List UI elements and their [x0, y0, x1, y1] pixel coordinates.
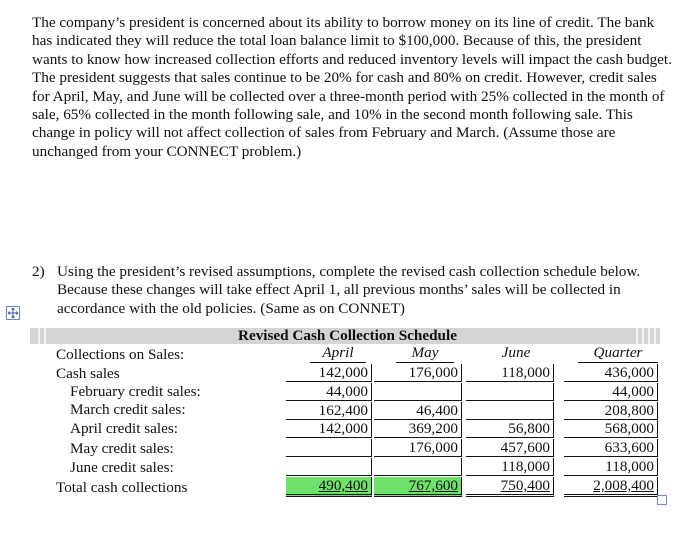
cell-april-february[interactable]: 44,000 — [286, 383, 372, 401]
cell-may-march[interactable]: 46,400 — [374, 402, 462, 420]
cell-may-april[interactable]: 369,200 — [374, 420, 462, 438]
row-label-april: April credit sales: — [70, 420, 178, 437]
row-label-february: February credit sales: — [70, 383, 201, 400]
cell-april-may[interactable] — [286, 439, 372, 457]
cell-june-february[interactable] — [466, 383, 554, 401]
row-label-may: May credit sales: — [70, 440, 174, 457]
cell-quarter-april[interactable]: 568,000 — [564, 420, 658, 438]
cell-quarter-cash[interactable]: 436,000 — [564, 364, 658, 382]
header-quarter: Quarter — [578, 344, 658, 363]
question-text: Using the president’s revised assumptions, complete the revised cash collection schedule below. Because these changes will take effect April 1, all previous months’ sales will be collected in accordance with the old policies. (Same as on CONNET) — [57, 263, 641, 317]
schedule-title: Revised Cash Collection Schedule — [238, 327, 457, 344]
header-june: June — [501, 344, 531, 361]
row-label-collections: Collections on Sales: — [56, 346, 185, 363]
header-may: May — [396, 344, 454, 363]
cell-june-june[interactable]: 118,000 — [466, 458, 554, 476]
cell-may-cash[interactable]: 176,000 — [374, 364, 462, 382]
question-number: 2) — [32, 263, 45, 280]
intro-paragraph: The company’s president is concerned about its ability to borrow money on its line of credit. The bank has indicated they will reduce the total loan balance limit to $100,000. Because of this, the president wants to know how increased collection efforts and reduced inventory levels will impact the cash budget. The president suggests that sales continue to be 20% for cash and 80% on credit. However, credit sales for April, May, and June will be collected over a three-month period with 25% collected in the month of sale, 65% collected in the month following sale, and 10% in the second month following sale. This change in policy will not affect collection of sales from February and March. (Assume those are unchanged from your CONNECT problem.) — [32, 14, 672, 160]
cell-june-total[interactable]: 750,400 — [466, 477, 554, 497]
cell-quarter-june[interactable]: 118,000 — [564, 458, 658, 476]
row-label-march: March credit sales: — [70, 401, 186, 418]
table-move-handle[interactable] — [6, 306, 20, 320]
cell-june-march[interactable] — [466, 402, 554, 420]
cell-quarter-total[interactable]: 2,008,400 — [564, 477, 658, 497]
row-label-cash-sales: Cash sales — [56, 365, 120, 382]
cell-quarter-may[interactable]: 633,600 — [564, 439, 658, 457]
cell-april-june[interactable] — [286, 458, 372, 476]
cell-may-june[interactable] — [374, 458, 462, 476]
cell-april-cash[interactable]: 142,000 — [286, 364, 372, 382]
header-april: April — [310, 344, 366, 363]
cell-april-march[interactable]: 162,400 — [286, 402, 372, 420]
move-arrows-icon — [7, 307, 19, 319]
cell-may-total[interactable]: 767,600 — [374, 477, 462, 497]
cell-quarter-march[interactable]: 208,800 — [564, 402, 658, 420]
row-label-june: June credit sales: — [70, 459, 174, 476]
cell-june-cash[interactable]: 118,000 — [466, 364, 554, 382]
cell-may-february[interactable] — [374, 383, 462, 401]
table-resize-handle[interactable] — [657, 495, 667, 505]
cell-june-may[interactable]: 457,600 — [466, 439, 554, 457]
row-label-total: Total cash collections — [56, 479, 188, 496]
cell-quarter-february[interactable]: 44,000 — [564, 383, 658, 401]
cell-may-may[interactable]: 176,000 — [374, 439, 462, 457]
cell-april-april[interactable]: 142,000 — [286, 420, 372, 438]
cell-april-total[interactable]: 490,400 — [286, 477, 372, 497]
cell-june-april[interactable]: 56,800 — [466, 420, 554, 438]
